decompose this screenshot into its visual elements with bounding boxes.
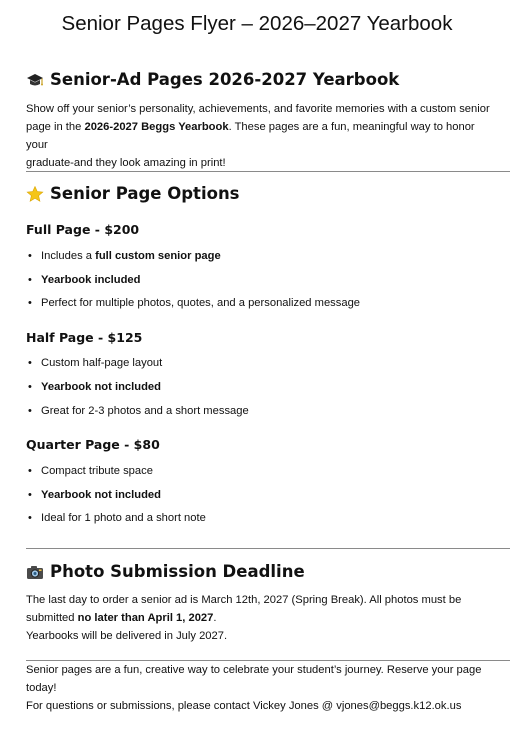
- list-item: [28, 381, 161, 393]
- intro-heading-text: Senior-Ad Pages 2026-2027 Yearbook: [50, 70, 400, 89]
- list-item: [28, 465, 153, 477]
- list-item: [28, 405, 249, 417]
- deadline-section: [26, 562, 496, 581]
- bullet: •: [28, 357, 32, 369]
- footer-line-1: Senior pages are a fun, creative way to celebrate your student’s journey. Reserve your page: [26, 664, 482, 676]
- options-section: [26, 184, 496, 203]
- list-item: [28, 274, 140, 286]
- deadline-heading: [26, 562, 496, 581]
- bullet: •: [28, 405, 32, 417]
- graduation-cap-icon: [26, 72, 44, 88]
- list-item-text-bold: full custom senior page: [95, 250, 221, 262]
- list-item: [28, 250, 221, 262]
- intro-section: [26, 70, 496, 89]
- footer-line-3: For questions or submissions, please contact Vickey Jones @ vjones@beggs.k12.ok.us: [26, 700, 462, 712]
- half-page-title: Half Page - $125: [26, 330, 143, 345]
- list-item-text: Ideal for 1 photo and a short note: [41, 512, 206, 524]
- intro-line-1: Show off your senior’s personality, achievements, and favorite memories with a custom senior: [26, 103, 490, 115]
- intro-paragraph: [26, 100, 496, 172]
- deadline-date: no later than April 1, 2027: [77, 612, 214, 624]
- list-item-text: Yearbook included: [41, 274, 141, 286]
- intro-line-2: [26, 118, 496, 154]
- bullet: •: [28, 274, 32, 286]
- deadline-line-2: [26, 609, 496, 627]
- intro-heading: [26, 70, 496, 89]
- list-item: [28, 357, 162, 369]
- list-item: [28, 297, 360, 309]
- deadline-line-1: The last day to order a senior ad is March 12th, 2027 (Spring Break). All photos must be: [26, 594, 462, 606]
- intro-line-2-pre: page in the: [26, 121, 85, 133]
- bullet: •: [28, 489, 32, 501]
- intro-line-2-post: . These pages are a fun, meaningful way to honor your: [26, 121, 475, 151]
- list-item-text-pre: Includes a: [41, 250, 96, 262]
- full-page-title: [26, 222, 139, 237]
- full-page-price: $200: [104, 222, 140, 237]
- full-page-title-text: Full Page -: [26, 222, 105, 237]
- bullet: •: [28, 512, 32, 524]
- divider: [26, 171, 510, 172]
- list-item: [28, 489, 161, 501]
- list-item-text: Custom half-page layout: [41, 357, 163, 369]
- bullet: •: [28, 297, 32, 309]
- list-item-text: Yearbook not included: [41, 381, 161, 393]
- quarter-page-title: Quarter Page - $80: [26, 437, 160, 452]
- list-item-text: Perfect for multiple photos, quotes, and a personalized message: [41, 297, 361, 309]
- deadline-paragraph: [26, 591, 496, 645]
- list-item-text: Compact tribute space: [41, 465, 153, 477]
- deadline-line-2-pre: submitted: [26, 612, 78, 624]
- options-heading: [26, 184, 496, 203]
- divider: [26, 548, 510, 549]
- document-title: Senior Pages Flyer – 2026–2027 Yearbook: [61, 12, 453, 35]
- star-icon: [26, 186, 44, 202]
- intro-line-3: graduate-and they look amazing in print!: [26, 157, 226, 169]
- list-item-text: [41, 250, 221, 262]
- deadline-line-2-post: .: [213, 612, 217, 624]
- deadline-line-3: Yearbooks will be delivered in July 2027.: [26, 630, 228, 642]
- yearbook-name: 2026-2027 Beggs Yearbook: [84, 121, 229, 133]
- list-item: [28, 512, 206, 524]
- camera-icon: [26, 564, 44, 580]
- list-item-text: Great for 2-3 photos and a short message: [41, 405, 249, 417]
- options-heading-text: Senior Page Options: [50, 184, 240, 203]
- footer-paragraph: [26, 661, 496, 715]
- deadline-heading-text: Photo Submission Deadline: [50, 562, 305, 581]
- bullet: •: [28, 465, 32, 477]
- footer-line-2: today!: [26, 682, 57, 694]
- bullet: •: [28, 381, 32, 393]
- bullet: •: [28, 250, 32, 262]
- list-item-text: Yearbook not included: [41, 489, 161, 501]
